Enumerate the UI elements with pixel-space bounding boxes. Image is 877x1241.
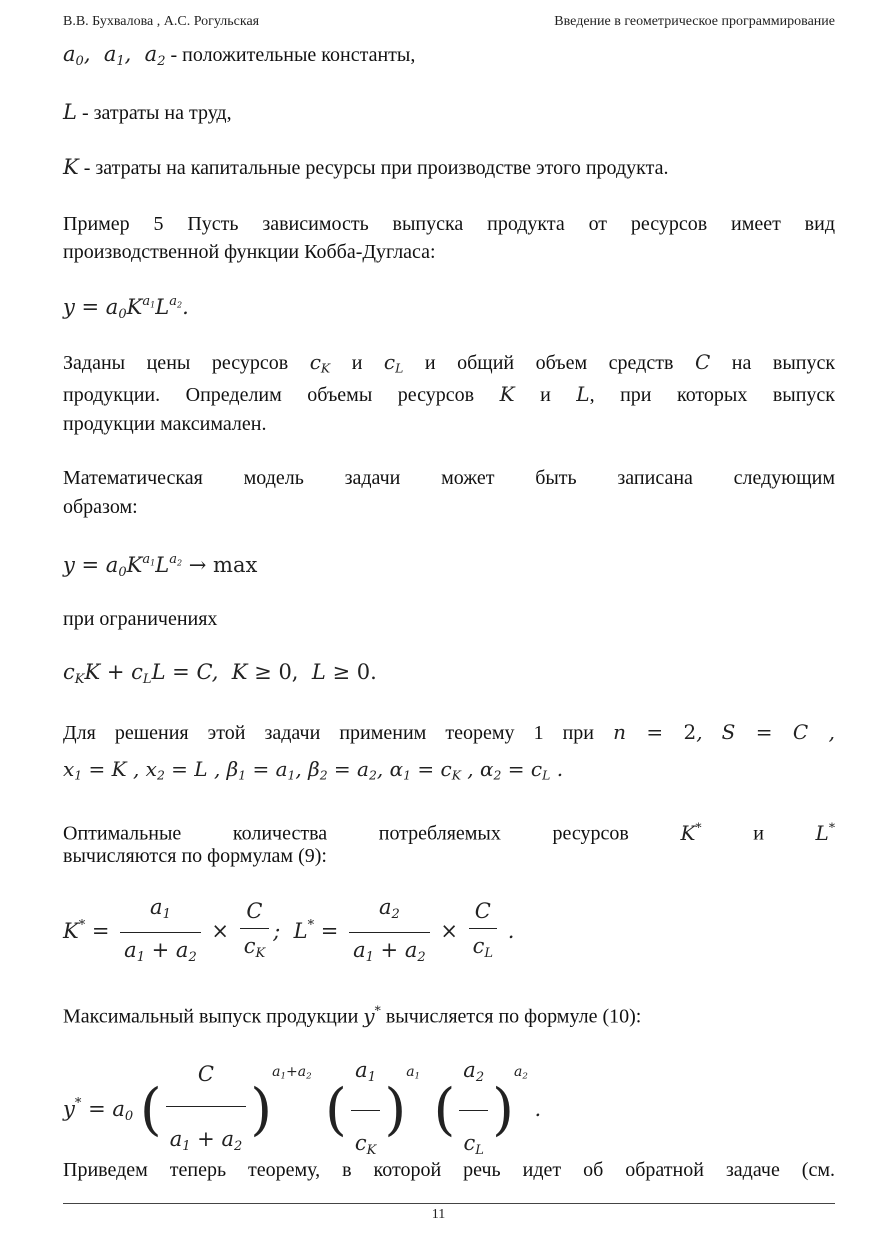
formula-K: K xyxy=(63,155,79,179)
formula-max-output: $y^* = a_0$ ( $\frac{C}{a_1 + a_2}$ )$^{a_1+a_2}$ ( $\frac{a_1}{c_K}$ )$^{a_1}$ ( $\frac{a_2}{c_L}$ )$^{a_2}$ . xyxy=(63,1040,541,1181)
page-number: 11 xyxy=(431,1207,446,1222)
formula-cobb-douglas: $y = a_0K^{a_1}L^{a_2}$. xyxy=(63,294,189,322)
max-output-line: Максимальный выпуск продукции y* вычисляется по формуле (10): xyxy=(63,1002,642,1028)
text-capital-cost: - затраты на капитальные ресурсы при производстве этого продукта. xyxy=(83,157,669,179)
formula-constraints: $c_KK + c_LL = C$, K ≥ 0, L ≥ 0. xyxy=(63,660,377,687)
prices-line2: продукции. Определим объемы ресурсов K и L, при которых выпуск xyxy=(63,382,836,406)
text-positive-constants: - положительные константы, xyxy=(170,44,416,66)
text-labor-cost: - затраты на труд, xyxy=(81,102,232,124)
constants-line xyxy=(63,42,415,74)
formula-L: L xyxy=(63,100,77,124)
formula-optimal: K* = $\frac{a_1}{a_1 + a_2}$ × $\frac{C}{c_K}$ ; L* = $\frac{a_2}{a_1 + a_2}$ × $\frac{C}{c_L}$ . xyxy=(63,892,514,973)
header-title: Введение в геометрическое программирование xyxy=(554,14,835,29)
optimal-line1: Оптимальные количества потребляемых ресурсов K* и L* xyxy=(63,819,836,845)
example5-line1: Пример 5 Пусть зависимость выпуска продукта от ресурсов имеет вид xyxy=(63,213,835,235)
formula-objective: $y = a_0K^{a_1}L^{a_2} \to \max$ xyxy=(63,552,258,580)
inverse-problem-line: Приведем теперь теорему, в которой речь идет об обратной задаче (см. xyxy=(63,1159,835,1181)
theorem-line2: $x_1 = K$ , $x_2 = L$ , $\beta_1 = a_1$, $\beta_2 = a_2$, $\alpha_1 = c_K$ , $\alpha_2 = c_L$ . xyxy=(63,757,564,783)
constraints-label: при ограничениях xyxy=(63,608,218,630)
model-line1: Математическая модель задачи может быть записана следующим xyxy=(63,467,835,489)
footer-divider xyxy=(63,1203,835,1204)
optimal-line2: вычисляются по формулам (9): xyxy=(63,845,327,867)
prices-line1: Заданы цены ресурсов $c_K$ и $c_L$ и общий объем средств C на выпуск xyxy=(63,350,836,376)
formula-a0-a1-a2: $a_0$, $a_1$, $a_2$ xyxy=(63,42,166,69)
theorem-line1: Для решения этой задачи применим теорему 1 при n = 2, S = C , xyxy=(63,720,835,744)
model-line2: образом: xyxy=(63,496,138,518)
labor-line xyxy=(63,100,232,125)
prices-line3: продукции максимален. xyxy=(63,413,267,435)
capital-line xyxy=(63,155,668,180)
header-authors: В.В. Бухвалова , А.С. Рогульская xyxy=(63,14,260,29)
example5-line2: производственной функции Кобба-Дугласа: xyxy=(63,241,436,263)
